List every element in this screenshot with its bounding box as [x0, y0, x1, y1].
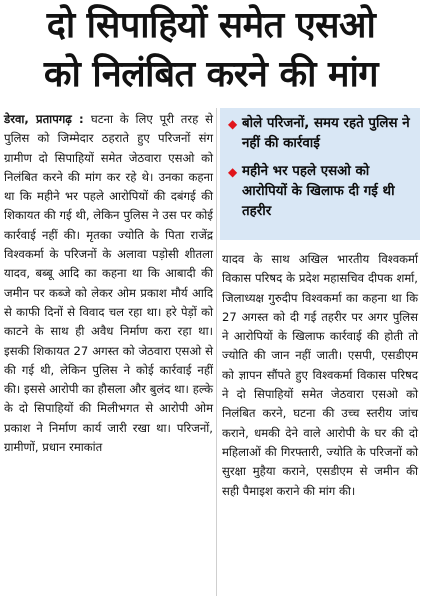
headline-line-1: दो सिपाहियों समेत एसओ: [46, 5, 376, 46]
highlight-text: महीने भर पहले एसओ को आरोपियों के खिलाफ दी गई थी तहरीर: [242, 164, 395, 219]
highlight-item: [228, 162, 414, 222]
highlight-item: [228, 114, 414, 154]
dateline: डेरवा, प्रतापगढ़ :: [4, 112, 91, 126]
article-left-body: घटना के लिए पूरी तरह से पुलिस को जिम्मेदार ठहराते हुए परिजनों संग ग्रामीण दो सिपाहियों समेत जेठवारा एसओ को निलंबित करने की मांग कर रहे थे। उनका कहना था कि महीने भर पहले आरोपियों की दबंगई की शिकायत की गई थी, लेकिन पुलिस ने उस पर कोई कार्रवाई नहीं की। मृतका ज्योति के पिता राजेंद्र विश्वकर्मा के परिजनों के अलावा पड़ोसी शीतला यादव, बब्बू आदि का कहना था कि आबादी की जमीन पर कब्जे को लेकर ओम प्रकाश मौर्य आदि से काफी दिनों से विवाद चल रहा था। हरे पेड़ों को काटने के साथ ही अवैध निर्माण करा रहा था। इसकी शिकायत 27 अगस्त को जेठवारा एसओ से की गई थी, लेकिन पुलिस ने कोई कार्रवाई नहीं की। इससे आरोपी का हौसला और बुलंद था। हल्के के दो सिपाहियों की मिलीभगत से आरोपी ओम प्रकाश ने निर्माण कार्य जारी रखा था। परिजनों, ग्रामीणों, प्रधान रमाकांत: [4, 112, 213, 455]
highlight-box: [220, 108, 420, 240]
headline-line-2: को निलंबित करने की मांग: [43, 54, 379, 95]
column-divider: [216, 108, 217, 596]
highlight-text: बोले परिजनों, समय रहते पुलिस ने नहीं की कार्रवाई: [242, 116, 410, 151]
article-right-column: [222, 250, 418, 501]
article-right-body: यादव के साथ अखिल भारतीय विश्वकर्मा विकास परिषद के प्रदेश महासचिव दीपक शर्मा, जिलाध्यक्ष गुरुदीप विश्वकर्मा का कहना था कि 27 अगस्त को दी गई तहरीर पर अगर पुलिस ने आरोपियों के खिलाफ कार्रवाई की होती तो ज्योति की जान नहीं जाती। एसपी, एसडीएम को ज्ञापन सौंपते हुए विश्वकर्मा विकास परिषद ने दो सिपाहियों समेत जेठवारा एसओ को निलंबित करने, घटना की उच्च स्तरीय जांच कराने, धमकी देने वाले आरोपी के घर की दो महिलाओं की गिरफ्तारी, ज्योति के परिजनों को सुरक्षा मुहैया कराने, एसडीएम से जमीन की सही पैमाइश कराने की मांग की।: [222, 252, 418, 498]
article-left-column: [4, 110, 213, 457]
red-diamond-icon: ◆: [228, 117, 238, 131]
headline: [0, 2, 422, 100]
red-diamond-icon: ◆: [228, 165, 238, 179]
